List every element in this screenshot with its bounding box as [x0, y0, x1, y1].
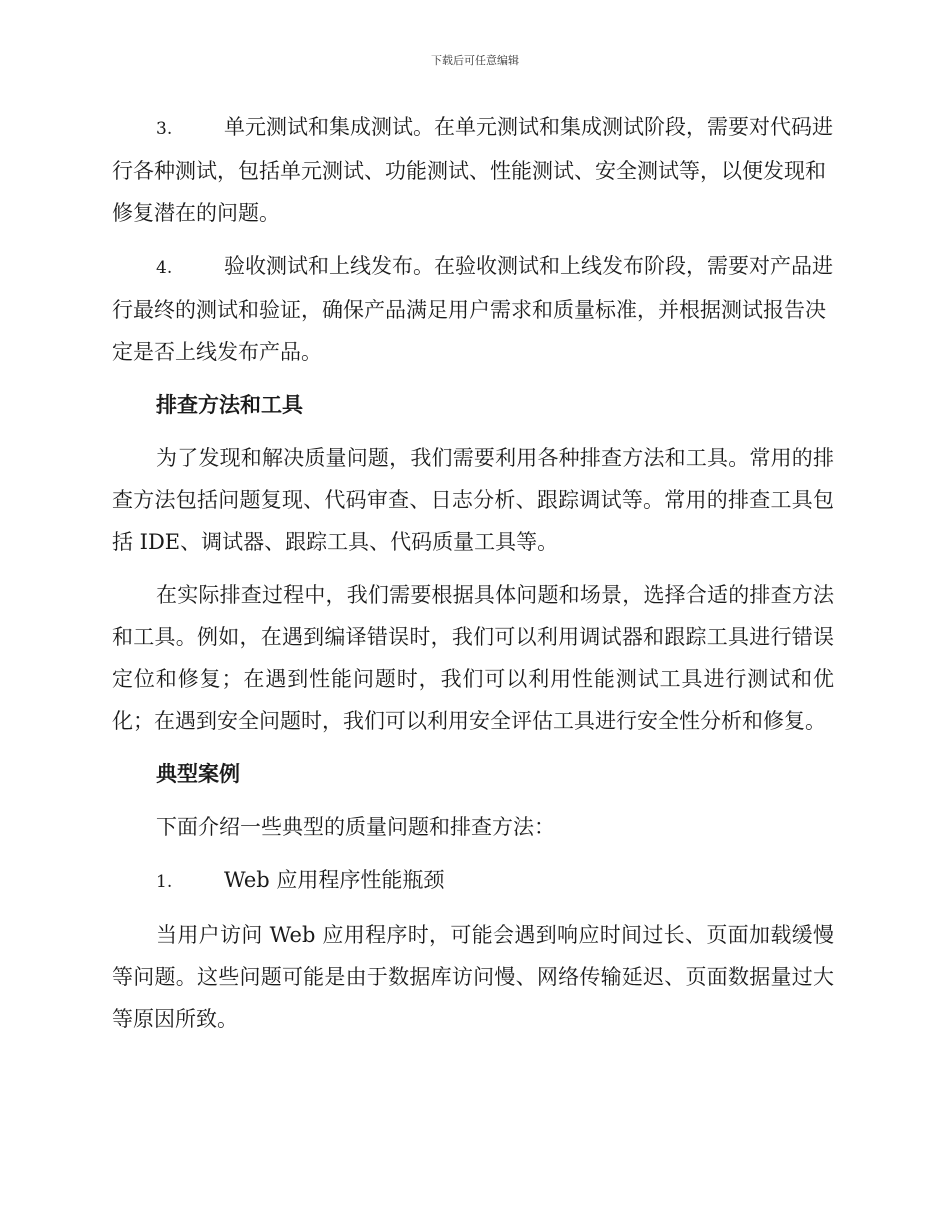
item-number: 1. — [156, 872, 173, 892]
item-number: 3. — [156, 119, 173, 139]
paragraph: 当用户访问 Web 应用程序时，可能会遇到响应时间过长、页面加载缓慢等问题。这些问题可能是由于数据库访问慢、网络传输延迟、页面数据量过大等原因所致。 — [112, 923, 834, 1031]
paragraph: 下面介绍一些典型的质量问题和排查方法： — [156, 815, 555, 839]
item-text: 单元测试和集成测试。在单元测试和集成测试阶段，需要对代码进行各种测试，包括单元测试、功能测试、性能测试、安全测试等，以便发现和修复潜在的问题。 — [112, 115, 833, 225]
paragraph: 在实际排查过程中，我们需要根据具体问题和场景，选择合适的排查方法和工具。例如，在遇到编译错误时，我们可以利用调试器和跟踪工具进行错误定位和修复；在遇到性能问题时，我们可以利用性能测试工具进行测试和优化；在遇到安全问题时，我们可以利用安全评估工具进行安全性分析和修复。 — [112, 583, 834, 733]
numbered-item-1 — [112, 859, 834, 903]
section-heading-typical-cases: 典型案例 — [156, 762, 240, 786]
section-heading-methods-tools: 排查方法和工具 — [156, 393, 303, 417]
document-body — [112, 106, 834, 1051]
item-text: 验收测试和上线发布。在验收测试和上线发布阶段，需要对产品进行最终的测试和验证，确保产品满足用户需求和质量标准，并根据测试报告决定是否上线发布产品。 — [112, 254, 833, 364]
numbered-item-4 — [112, 245, 834, 373]
item-text: Web 应用程序性能瓶颈 — [224, 868, 445, 892]
item-number: 4. — [156, 258, 173, 278]
paragraph: 为了发现和解决质量问题，我们需要利用各种排查方法和工具。常用的排查方法包括问题复现、代码审查、日志分析、跟踪调试等。常用的排查工具包括 IDE、调试器、跟踪工具、代码质量工具等。 — [112, 446, 834, 554]
page-header: 下载后可任意编辑 — [431, 54, 519, 67]
numbered-item-3 — [112, 106, 834, 234]
